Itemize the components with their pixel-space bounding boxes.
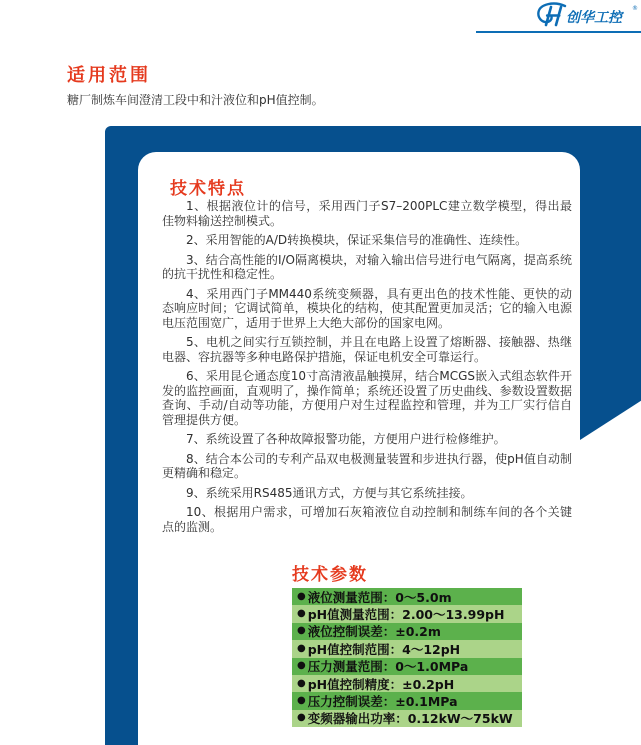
table-row <box>292 658 522 675</box>
header-divider <box>476 31 641 33</box>
panel-right-ribbon <box>580 126 641 440</box>
bullet-icon: ● <box>297 712 306 724</box>
table-row <box>292 692 522 709</box>
parameter-text: pH值控制精度：±0.2pH <box>307 676 455 692</box>
table-row <box>292 623 522 640</box>
feature-paragraph: 5、电机之间实行互锁控制，并且在电路上设置了熔断器、接触器、热继电器、容抗器等多种电路保护措施，保证电机安全可靠运行。 <box>162 335 572 364</box>
parameters-table <box>292 588 522 727</box>
bullet-icon: ● <box>297 695 306 707</box>
bullet-icon: ● <box>297 642 306 654</box>
bullet-icon: ● <box>297 625 306 637</box>
table-row <box>292 588 522 605</box>
feature-paragraph: 3、结合高性能的I/O隔离模块，对输入输出信号进行电气隔离，提高系统的抗干扰性和稳定性。 <box>162 252 572 281</box>
parameter-text: 液位控制误差：±0.2m <box>307 624 441 640</box>
feature-paragraph: 8、结合本公司的专利产品双电极测量装置和步进执行器，使pH值自动制更精确和稳定。 <box>162 451 572 480</box>
parameter-text: pH值测量范围：2.00～13.99pH <box>307 607 505 623</box>
logo-monogram-icon <box>532 2 640 30</box>
parameter-text: 变频器输出功率：0.12kW～75kW <box>307 711 513 727</box>
logo-text: 创华工控 <box>566 10 622 26</box>
parameter-text: 压力控制误差：±0.1MPa <box>307 694 458 710</box>
features-paragraph-list <box>162 199 572 539</box>
feature-paragraph: 2、采用智能的A/D转换模块，保证采集信号的准确性、连续性。 <box>186 233 528 247</box>
company-logo <box>532 2 640 30</box>
table-row <box>292 640 522 657</box>
feature-paragraph: 7、系统设置了各种故障报警功能，方便用户进行检修维护。 <box>186 432 506 446</box>
features-section-title: 技术特点 <box>170 179 246 199</box>
scope-section-title: 适用范围 <box>67 65 151 86</box>
registered-mark: ® <box>632 5 638 12</box>
scope-body-text: 糖厂制炼车间澄清工段中和汁液位和pH值控制。 <box>67 93 324 107</box>
parameters-section-title: 技术参数 <box>292 565 368 585</box>
parameter-text: 液位测量范围：0～5.0m <box>307 589 452 605</box>
feature-paragraph: 1、根据液位计的信号，采用西门子S7–200PLC建立数学模型，得出最佳物料输送控制模式。 <box>162 199 572 228</box>
feature-paragraph: 6、采用昆仑通态度10寸高清液晶触摸屏，结合MCGS嵌入式组态软件开发的监控画面，直观明了，操作简单；系统还设置了历史曲线、参数设置数据查询、手动/自动等功能，方便用户对生过程监控和管理，并为工厂实行信自管理提供方便。 <box>162 369 572 427</box>
bullet-icon: ● <box>297 608 306 620</box>
table-row <box>292 710 522 727</box>
bullet-icon: ● <box>297 677 306 689</box>
feature-paragraph: 4、采用西门子MM440系统变频器，具有更出色的技术性能、更快的动态响应时间；它调试简单，模块化的结构，使其配置更加灵活；它的输入电源电压范围宽广，适用于世界上大绝大部份的国家电网。 <box>162 286 572 330</box>
feature-paragraph: 10、根据用户需求，可增加石灰箱液位自动控制和制练车间的各个关键点的监测。 <box>162 505 572 534</box>
bullet-icon: ● <box>297 660 306 672</box>
parameter-text: 压力测量范围：0～1.0MPa <box>307 659 469 675</box>
feature-paragraph: 9、系统采用RS485通讯方式，方便与其它系统挂接。 <box>186 485 473 500</box>
table-row <box>292 675 522 692</box>
parameter-text: pH值控制范围：4～12pH <box>307 641 461 657</box>
table-row <box>292 605 522 622</box>
bullet-icon: ● <box>297 590 306 602</box>
